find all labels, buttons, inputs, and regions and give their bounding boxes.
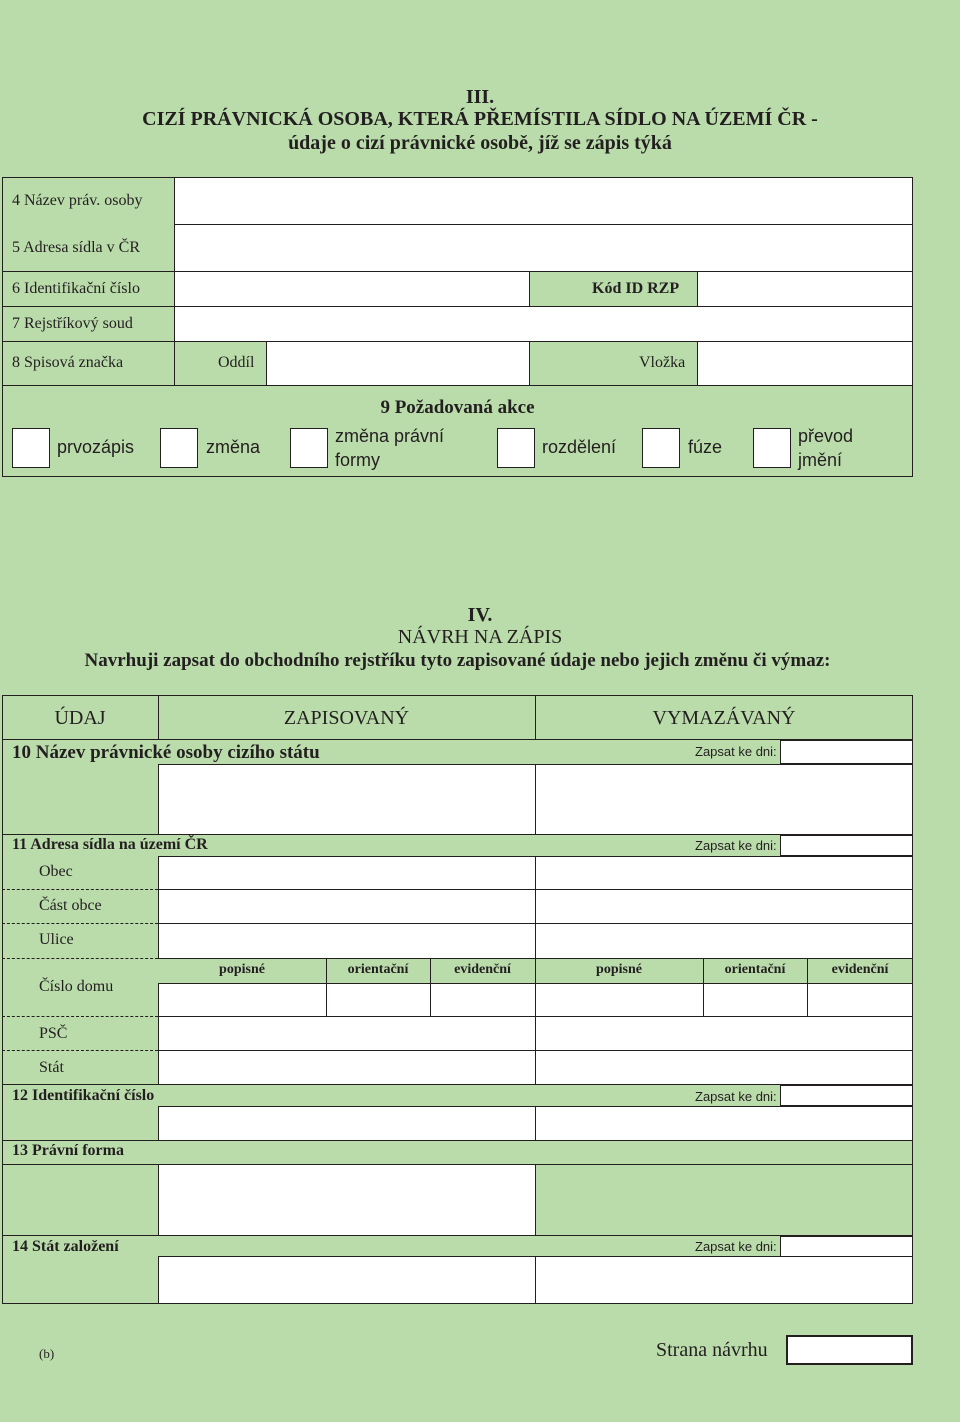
kod-rzp-field[interactable] (697, 271, 913, 307)
row-12-label: 12 Identifikační číslo (12, 1087, 155, 1104)
vlozka-label: Vložka (639, 354, 686, 371)
vlozka-field[interactable] (697, 341, 913, 386)
fuze-checkbox[interactable] (642, 428, 680, 468)
psc-zapisovany-field[interactable] (158, 1016, 536, 1051)
r14-vymazavany-field[interactable] (535, 1256, 913, 1304)
prevod-jmeni-checkbox[interactable] (753, 428, 791, 468)
obec-label: Obec (39, 863, 73, 880)
zmena-pravni-label-2: formy (335, 450, 380, 470)
row-6-label: 6 Identifikační číslo (12, 280, 140, 297)
footer-mark: (b) (39, 1346, 55, 1361)
zapsat-date-12[interactable] (780, 1085, 913, 1106)
obec-zapisovany-field[interactable] (158, 856, 536, 890)
oddil-field[interactable] (266, 341, 530, 386)
oddil-label: Oddíl (218, 354, 255, 371)
evidencni-header-1: evidenční (454, 962, 511, 977)
ico-field[interactable] (174, 271, 530, 307)
prevod-label-2: jmění (798, 450, 843, 470)
popisne-vymazavany-field[interactable] (535, 983, 704, 1017)
zmena-checkbox[interactable] (160, 428, 198, 468)
r13-zapisovany-field[interactable] (158, 1164, 536, 1236)
r10-zapisovany-field[interactable] (158, 764, 536, 835)
row-7-label: 7 Rejstříkový soud (12, 315, 133, 332)
zapsat-label-11: Zapsat ke dni: (695, 838, 777, 853)
zapsat-label-12: Zapsat ke dni: (695, 1089, 777, 1104)
action-title: 9 Požadovaná akce (380, 397, 535, 418)
zapsat-date-14[interactable] (780, 1236, 913, 1257)
cast-obce-zapisovany-field[interactable] (158, 889, 536, 924)
section-4-title: NÁVRH NA ZÁPIS (397, 626, 563, 648)
zapsat-label-14: Zapsat ke dni: (695, 1239, 777, 1254)
orientacni-header-1: orientační (347, 962, 409, 977)
orientacni-vymazavany-field[interactable] (703, 983, 808, 1017)
rozdeleni-label: rozdělení (542, 437, 617, 457)
kod-rzp-label: Kód ID RZP (592, 280, 680, 297)
row-10-label: 10 Název právnické osoby cizího státu (12, 742, 320, 763)
address-field[interactable] (174, 224, 913, 272)
zapsat-label-10: Zapsat ke dni: (695, 744, 777, 759)
zmena-pravni-label-1: změna právní (335, 426, 445, 446)
zmena-label: změna (206, 437, 261, 457)
stat-label: Stát (39, 1059, 64, 1076)
popisne-header-1: popisné (219, 962, 265, 977)
prvozapis-label: prvozápis (57, 437, 135, 457)
row-8-label: 8 Spisová značka (12, 354, 124, 371)
r12-vymazavany-field[interactable] (535, 1106, 913, 1141)
psc-label: PSČ (39, 1025, 68, 1042)
ulice-zapisovany-field[interactable] (158, 923, 536, 959)
zapsat-date-11[interactable] (780, 835, 913, 856)
orientacni-zapisovany-field[interactable] (326, 983, 431, 1017)
row-4-label: 4 Název práv. osoby (12, 192, 143, 209)
section-3-number: III. (465, 86, 495, 108)
col-vymazavany: VYMAZÁVANÝ (652, 707, 796, 729)
evidencni-header-2: evidenční (831, 962, 889, 977)
name-field[interactable] (174, 177, 913, 225)
row-5-label: 5 Adresa sídla v ČR (12, 239, 140, 256)
section-3-subtitle: údaje o cizí právnické osobě, jíž se zápis týká (288, 132, 672, 154)
popisne-header-2: popisné (596, 962, 642, 977)
evidencni-zapisovany-field[interactable] (430, 983, 536, 1017)
obec-vymazavany-field[interactable] (535, 856, 913, 890)
r10-vymazavany-field[interactable] (535, 764, 913, 835)
cislo-domu-label: Číslo domu (39, 978, 114, 995)
cast-obce-vymazavany-field[interactable] (535, 889, 913, 924)
prevod-label-1: převod (798, 426, 854, 446)
strana-field[interactable] (786, 1335, 913, 1365)
strana-label: Strana návrhu (656, 1339, 768, 1361)
stat-vymazavany-field[interactable] (535, 1050, 913, 1085)
prvozapis-checkbox[interactable] (12, 428, 50, 468)
section-4-subtitle: Navrhuji zapsat do obchodního rejstříku tyto zapisované údaje nebo jejich změnu či výmaz: (84, 650, 831, 671)
col-zapisovany: ZAPISOVANÝ (283, 707, 410, 729)
fuze-label: fúze (688, 437, 723, 457)
stat-zapisovany-field[interactable] (158, 1050, 536, 1085)
section-3-title: CIZÍ PRÁVNICKÁ OSOBA, KTERÁ PŘEMÍSTILA SÍDLO NA ÚZEMÍ ČR - (142, 108, 818, 130)
popisne-zapisovany-field[interactable] (158, 983, 327, 1017)
row-11-label: 11 Adresa sídla na území ČR (12, 836, 208, 853)
zmena-pravni-formy-checkbox[interactable] (290, 428, 328, 468)
cast-obce-label: Část obce (39, 897, 102, 914)
r12-zapisovany-field[interactable] (158, 1106, 536, 1141)
row-14-label: 14 Stát založení (12, 1238, 119, 1255)
rozdeleni-checkbox[interactable] (497, 428, 535, 468)
zapsat-date-10[interactable] (780, 740, 913, 764)
row-13-label: 13 Právní forma (12, 1142, 124, 1159)
court-field[interactable] (174, 306, 913, 342)
ulice-vymazavany-field[interactable] (535, 923, 913, 959)
ulice-label: Ulice (39, 931, 74, 948)
orientacni-header-2: orientační (724, 962, 786, 977)
r14-zapisovany-field[interactable] (158, 1256, 536, 1304)
col-udaj: ÚDAJ (54, 707, 106, 729)
psc-vymazavany-field[interactable] (535, 1016, 913, 1051)
evidencni-vymazavany-field[interactable] (807, 983, 913, 1017)
section-4-number: IV. (467, 604, 493, 626)
